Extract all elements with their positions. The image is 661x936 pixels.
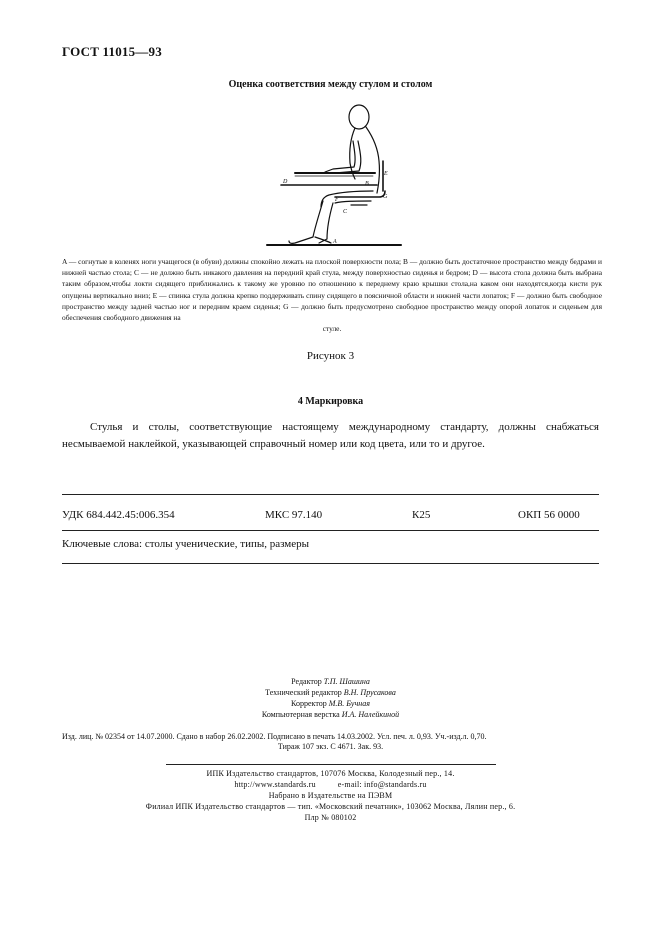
imprint-divider <box>166 764 496 765</box>
marker-e: E <box>384 171 388 177</box>
credit-tech-editor: Технический редактор В.Н. Прусакова <box>265 688 396 697</box>
udk-code: УДК 684.442.45:006.354 <box>62 509 175 521</box>
marker-c: C <box>343 209 348 215</box>
publication-line-2: Тираж 107 экз. С 4671. Зак. 93. <box>277 742 384 751</box>
okp-code: ОКП 56 0000 <box>518 509 580 521</box>
figure-label: Рисунок 3 <box>306 350 355 362</box>
imprint-line-4: Филиал ИПК Издательство стандартов — тип. «Московский печатник», 103062 Москва, Лялин пер., 6. <box>145 802 516 811</box>
divider-bottom <box>62 563 599 564</box>
head-outline <box>349 105 369 129</box>
caption-text: A — согнутые в коленях ноги учащегося (в обуви) должны спокойно лежать на плоской поверхности пола; B — должно быть достаточное пространство между бедрами и нижней частью стола; C — не должно быть никакого давления на передний край стула, между поверхностью сиденья и бедром; D — высота стола должна быть выбрана таким образом,чтобы локти сидящего приближались к такому же уровню по отношению к переднему краю крышки стола,на каком они находятся,когда кисти рук опущены вертикально вниз; E — спинка стула должна крепко поддерживать спину сидящего в поясничной области и нижней части лопаток; F — должно быть свободное пространство между задней частью ног и передним краем сиденья; G — должно быть предусмотрено свободное пространство между опорой лопаток и сиденьем для обеспечения свободного движения на <box>62 257 602 323</box>
marker-a: A <box>333 239 337 245</box>
leg-outline <box>289 201 323 243</box>
imprint-line-2: http://www.standards.ru e-mail: info@standards.ru <box>234 780 427 789</box>
mks-code: МКС 97.140 <box>265 509 323 521</box>
marker-g: G <box>383 194 388 200</box>
document-header: ГОСТ 11015—93 <box>62 44 162 59</box>
section-paragraph: Стулья и столы, соответствующие настоящему международному стандарту, должны снабжаться несмываемой наклейкой, указывающей справочный номер или код цвета, или то и другое. <box>62 421 599 450</box>
publication-line-1: Изд. лиц. № 02354 от 14.07.2000. Сдано в набор 26.02.2002. Подписано в печать 14.03.2002. Усл. печ. л. 0,93. Уч.-изд.л. 0,70. <box>62 732 487 741</box>
figure-title: Оценка соответствия между стулом и столом <box>228 79 433 90</box>
figure-caption <box>62 256 602 334</box>
imprint-block <box>0 768 661 823</box>
credits-block <box>0 676 661 720</box>
credit-layout: Компьютерная верстка И.А. Налейкиной <box>261 710 400 719</box>
imprint-line-1: ИПК Издательство стандартов, 107076 Москва, Колодезный пер., 14. <box>206 769 455 778</box>
marker-d: D <box>283 179 288 185</box>
imprint-line-5: Плр № 080102 <box>304 813 357 822</box>
marker-b: B <box>365 181 369 187</box>
divider-middle <box>62 530 599 531</box>
divider-top <box>62 494 599 495</box>
keywords: Ключевые слова: столы ученические, типы, размеры <box>62 538 310 550</box>
chair-table-figure <box>255 97 405 250</box>
marker-f: F <box>335 197 339 203</box>
section-heading: 4 Маркировка <box>297 396 364 407</box>
k-code: К25 <box>412 509 431 521</box>
credit-editor: Редактор Т.П. Шашина <box>291 677 370 686</box>
caption-last-line: стуле. <box>322 324 342 334</box>
credit-proofreader: Корректор М.В. Бучная <box>291 699 370 708</box>
imprint-line-3: Набрано в Издательстве на ПЭВМ <box>268 791 393 800</box>
